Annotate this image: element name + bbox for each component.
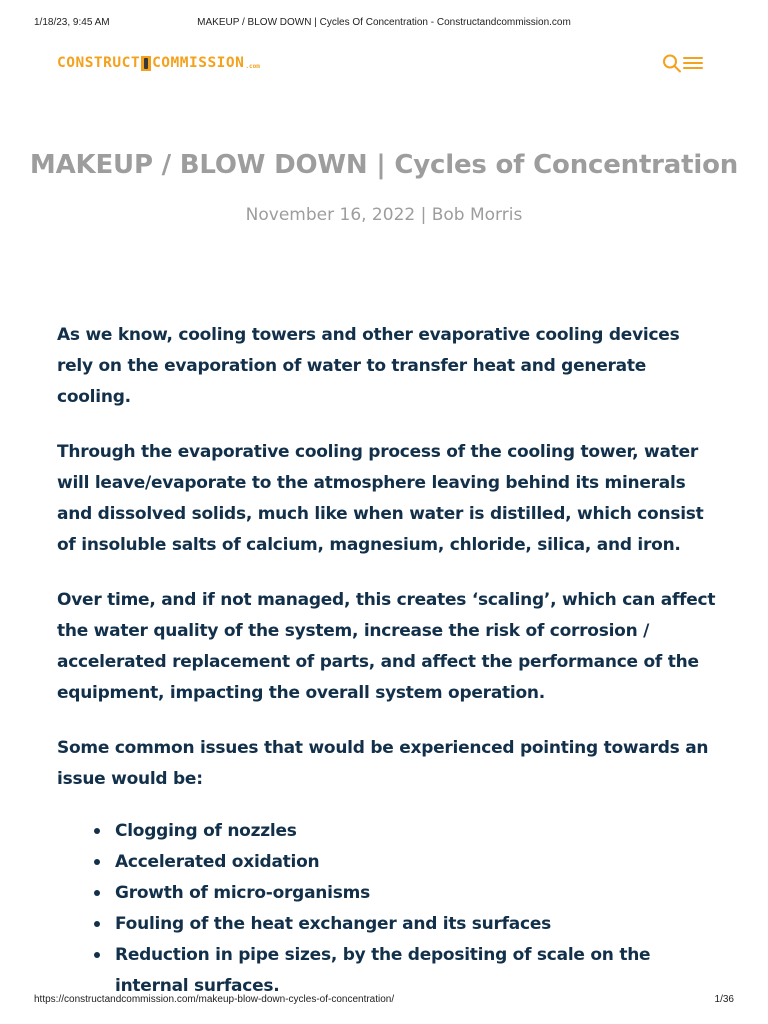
article-paragraph: As we know, cooling towers and other evaporative cooling devices rely on the evaporation of water to transfer heat and generate cooling. [57,325,680,407]
header-actions [662,53,703,77]
list-item: Fouling of the heat exchanger and its surfaces [93,909,717,940]
article-paragraph: Some common issues that would be experienced pointing towards an issue would be: [57,738,709,789]
list-item: Growth of micro-organisms [93,878,717,909]
list-item: Clogging of nozzles [93,816,717,847]
print-datetime: 1/18/23, 9:45 AM [34,17,110,28]
article-title: MAKEUP / BLOW DOWN | Cycles of Concentration [29,150,739,180]
search-icon[interactable] [662,53,682,77]
site-logo[interactable] [57,54,260,72]
list-item: Reduction in pipe sizes, by the depositing of scale on the internal surfaces. [93,940,717,1002]
article-paragraph: Through the evaporative cooling process of the cooling tower, water will leave/evaporate to the atmosphere leaving behind its minerals and dissolved solids, much like when water is distilled, which consist of insoluble salts of calcium, magnesium, chloride, silica, and iron. [57,442,704,555]
article-meta: November 16, 2022 | Bob Morris [245,205,523,225]
print-page-number: 1/36 [714,994,734,1005]
hamburger-menu-icon[interactable] [683,53,703,77]
print-url: https://constructandcommission.com/makeup-blow-down-cycles-of-concentration/ [34,994,395,1005]
print-doc-title: MAKEUP / BLOW DOWN | Cycles Of Concentration - Constructandcommission.com [197,17,571,28]
logo-and-mark [141,56,151,71]
logo-commission: COMMISSION [152,55,245,71]
logo-construct: CONSTRUCT [57,55,141,71]
article-paragraph: Over time, and if not managed, this creates ‘scaling’, which can affect the water quality of the system, increase the risk of corrosion / accelerated replacement of parts, and affect the performance of the equipment, impacting the overall system operation. [57,590,716,703]
logo-dotcom: .com [245,63,260,70]
article-body [57,320,717,1002]
site-header [57,52,705,76]
list-item: Accelerated oxidation [93,847,717,878]
issues-list [93,816,717,1002]
